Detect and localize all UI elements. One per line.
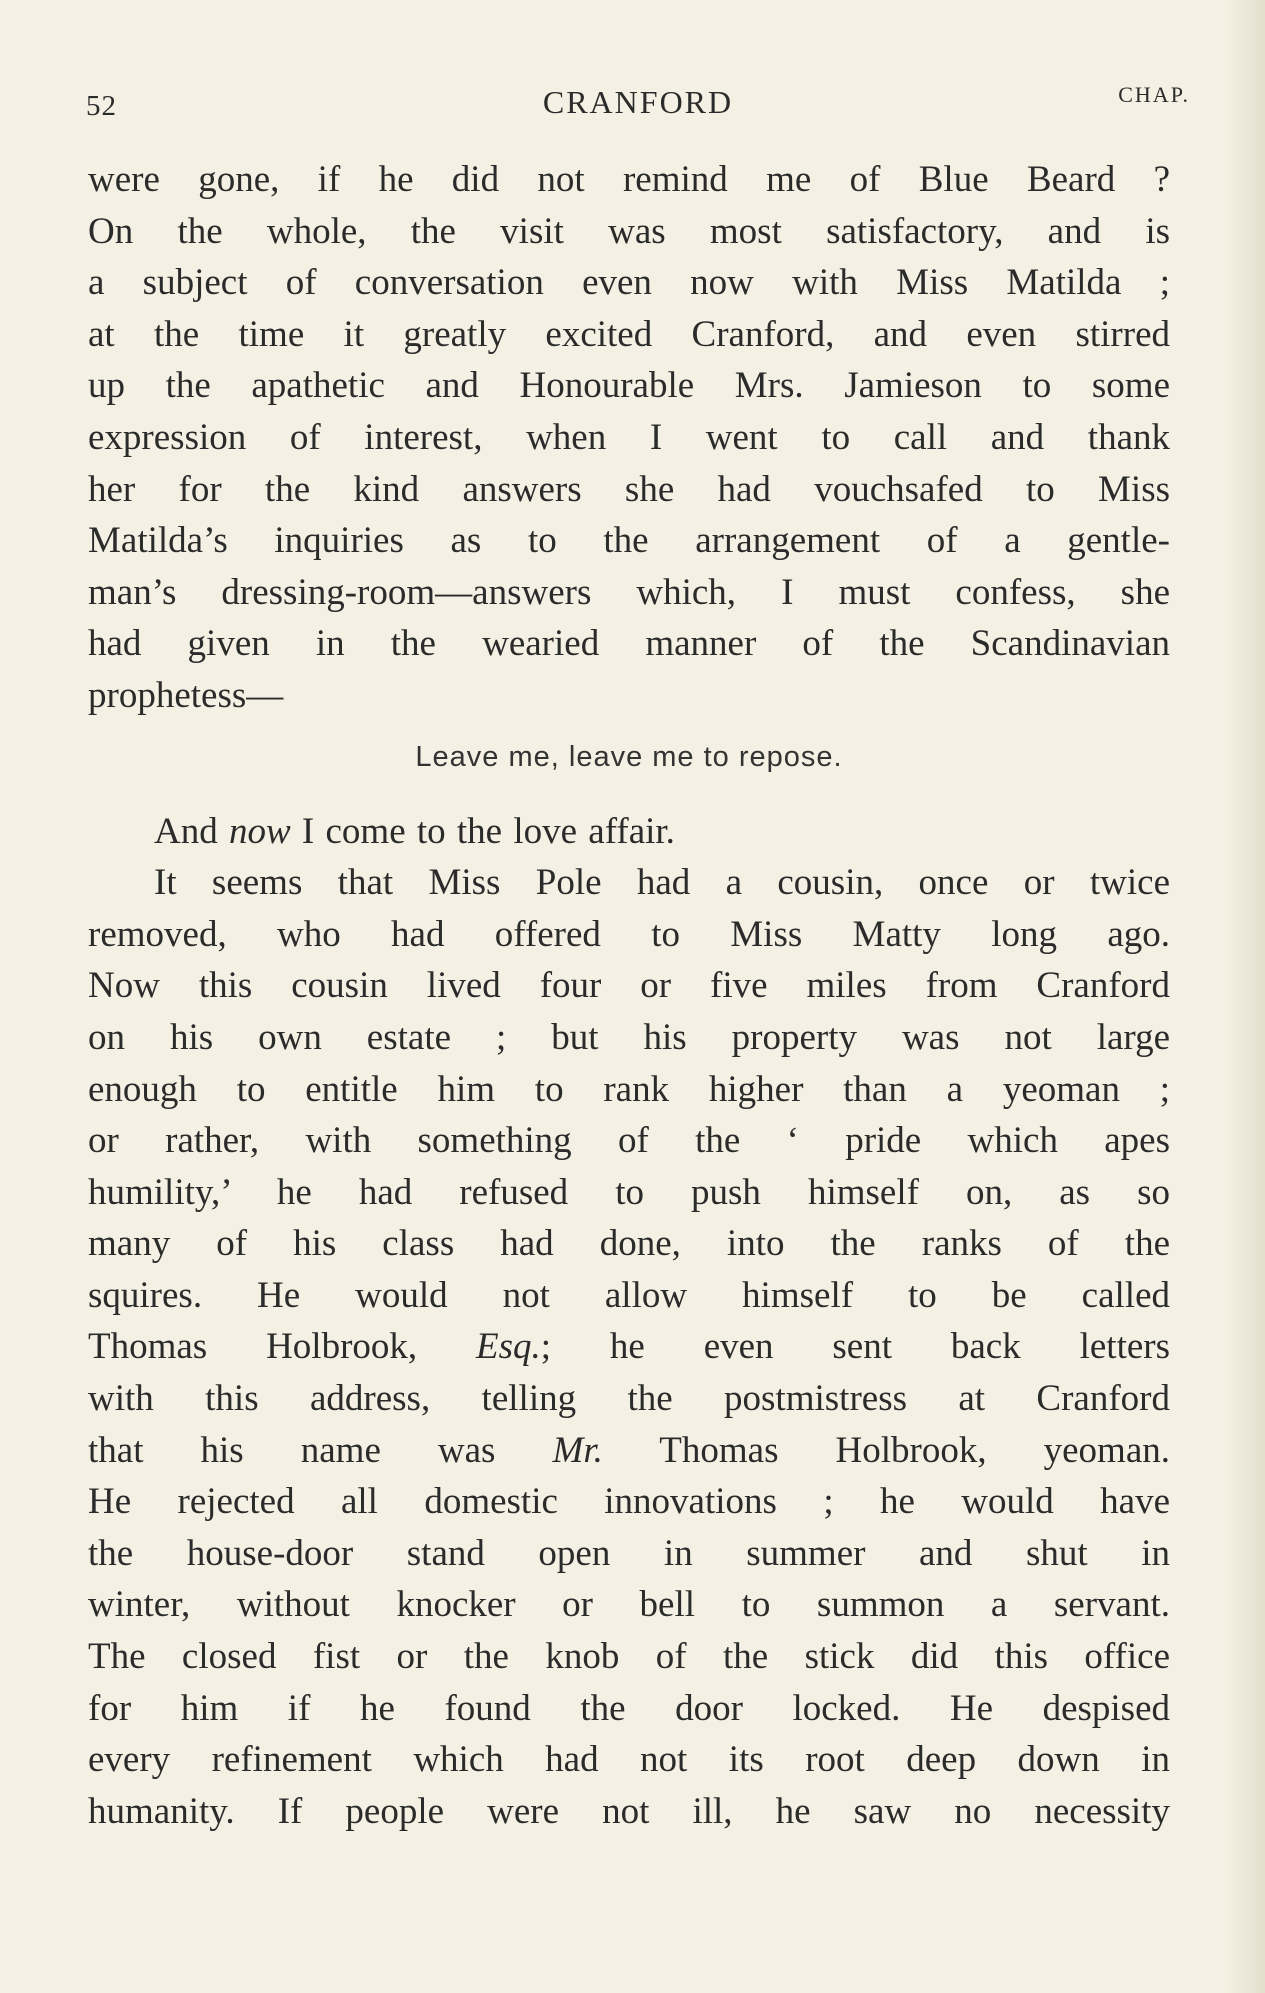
text-line: a subject of conversation even now with Miss Matilda ; <box>88 262 1170 304</box>
text-run: that his name was <box>88 1429 553 1471</box>
text-line: Now this cousin lived four or five miles from Cranford <box>88 965 1170 1007</box>
paragraph-2 <box>88 806 1170 858</box>
text-line: removed, who had offered to Miss Matty long ago. <box>88 913 1170 955</box>
text-line: on his own estate ; but his property was not large <box>88 1016 1170 1058</box>
text-run: Thomas Holbrook, <box>88 1326 477 1368</box>
text-run: Thomas Holbrook, yeoman. <box>602 1429 1170 1471</box>
running-title: CRANFORD <box>542 84 734 120</box>
text-line: The closed fist or the knob of the stick did this office <box>88 1636 1170 1678</box>
text-line: her for the kind answers she had vouchsafed to Miss <box>88 468 1170 510</box>
text-line: man’s dressing-room—answers which, I must confess, she <box>88 571 1170 613</box>
text-line <box>88 806 1170 858</box>
spacer <box>88 792 1170 806</box>
text-line: were gone, if he did not remind me of Blue Beard ? <box>88 159 1170 200</box>
italic-text: Esq. <box>476 1326 541 1368</box>
text-line: for him if he found the door locked. He despised <box>88 1687 1170 1729</box>
text-line: Matilda’s inquiries as to the arrangement of a gentle- <box>88 520 1170 562</box>
text-line: many of his class had done, into the ranks of the <box>88 1223 1170 1265</box>
page-header <box>86 82 1190 132</box>
text-line: had given in the wearied manner of the Scandinavian <box>88 623 1170 665</box>
text-line: squires. He would not allow himself to be called <box>88 1274 1170 1316</box>
page-gutter-shadow <box>1225 0 1265 1993</box>
text-line: up the apathetic and Honourable Mrs. Jamieson to some <box>88 365 1170 407</box>
text-line: with this address, telling the postmistress at Cranford <box>88 1378 1170 1420</box>
verse-quotation: Leave me, leave me to repose. <box>415 740 843 773</box>
text-line: the house-door stand open in summer and shut in <box>88 1532 1170 1574</box>
paragraph-1 <box>88 154 1170 722</box>
text-run: ; he even sent back letters <box>540 1326 1170 1368</box>
chapter-label: CHAP. <box>1118 82 1190 107</box>
text-line: He rejected all domestic innovations ; he would have <box>88 1481 1170 1523</box>
italic-text: now <box>228 810 291 852</box>
text-line: or rather, with something of the ‘ pride which apes <box>88 1120 1170 1162</box>
text-line: prophetess— <box>88 674 284 716</box>
text-line <box>88 1425 1170 1477</box>
italic-text: Mr. <box>552 1429 603 1471</box>
body-text <box>88 154 1170 1837</box>
text-line: at the time it greatly excited Cranford, and even stirred <box>88 313 1170 355</box>
text-line: It seems that Miss Pole had a cousin, once or twice <box>154 862 1170 904</box>
text-line: humanity. If people were not ill, he saw no necessity <box>88 1790 1170 1832</box>
page-number: 52 <box>86 90 117 122</box>
text-line: winter, without knocker or bell to summon a servant. <box>88 1584 1170 1626</box>
text-run: I come to the love affair. <box>290 810 675 852</box>
text-line: expression of interest, when I went to call and thank <box>88 416 1170 458</box>
text-line: On the whole, the visit was most satisfactory, and is <box>88 210 1170 252</box>
paragraph-3 <box>88 857 1170 1837</box>
text-line: every refinement which had not its root deep down in <box>88 1739 1170 1781</box>
text-run: And <box>154 810 229 852</box>
text-line: humility,’ he had refused to push himself on, as so <box>88 1171 1170 1213</box>
text-line <box>88 1321 1170 1373</box>
text-line: enough to entitle him to rank higher than a yeoman ; <box>88 1068 1170 1110</box>
